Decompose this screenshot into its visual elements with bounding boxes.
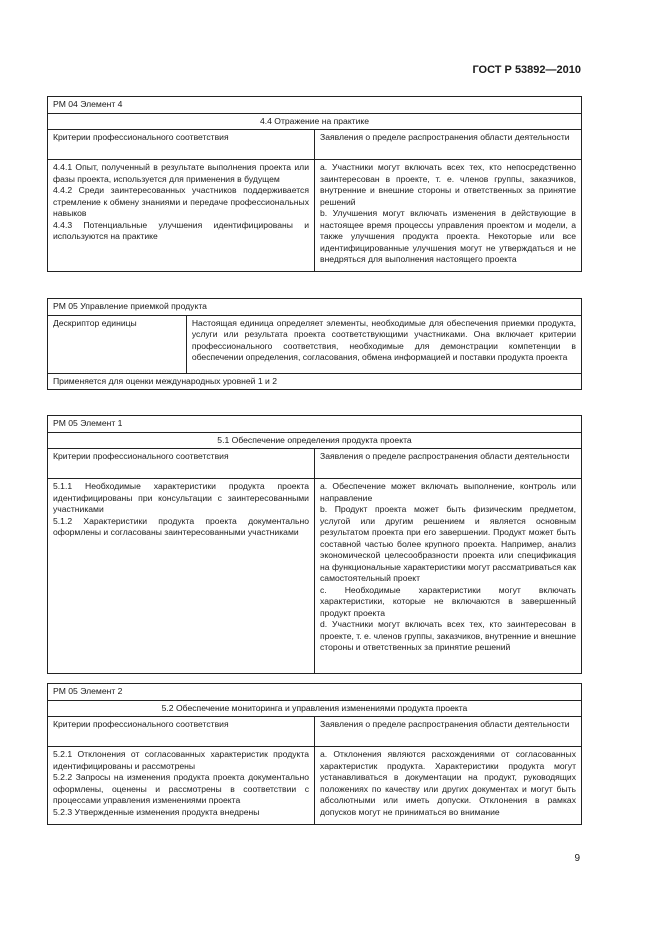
column-header-range: Заявления о пределе распространения области деятельности [315,449,582,479]
table-title: PM 04 Элемент 4 [48,97,582,114]
table-subtitle: 5.2 Обеспечение мониторинга и управления изменениями продукта проекта [48,700,582,717]
table-title: PM 05 Управление приемкой продукта [48,299,582,316]
criteria-cell: 5.2.1 Отклонения от согласованных характеристик продукта идентифицированы и рассмотрены 5.2.2 Запросы на изменения продукта проекта документально оформлены, оценены и рассмотрены в соответствии с процессами управления изменениями проекта 5.2.3 Утвержденные изменения продукта внедрены [48,747,315,825]
page-number: 9 [574,853,580,864]
table-subtitle: 4.4 Отражение на практике [48,113,582,130]
column-header-criteria: Критерии профессионального соответствия [48,130,315,160]
column-header-criteria: Критерии профессионального соответствия [48,717,315,747]
table-pm04-element4 [47,96,582,272]
table-pm05-descriptor [47,298,582,390]
table-title: PM 05 Элемент 2 [48,684,582,701]
criteria-cell: 5.1.1 Необходимые характеристики продукта проекта идентифицированы при консультации с заинтересованными участниками 5.1.2 Характеристики продукта проекта документально оформлены и согласованы заинтересованными участниками [48,479,315,674]
table-pm05-element2 [47,683,582,825]
table-title: PM 05 Элемент 1 [48,416,582,433]
column-header-range: Заявления о пределе распространения области деятельности [315,717,582,747]
criteria-cell: 4.4.1 Опыт, полученный в результате выполнения проекта или фазы проекта, используется для применения в будущем 4.4.2 Среди заинтересованных участников поддерживается стремление к обмену знаниями и передаче профессиональных навыков 4.4.3 Потенциальные улучшения идентифицированы и используются на практике [48,160,315,272]
column-header-range: Заявления о пределе распространения области деятельности [315,130,582,160]
table-pm05-element1 [47,415,582,674]
descriptor-label: Дескриптор единицы [48,315,187,373]
column-header-criteria: Критерии профессионального соответствия [48,449,315,479]
range-cell: a. Отклонения являются расхождениями от согласованных характеристик продукта. Характеристики продукта могут устанавливаться в документации на продукт, руководящих положениях по качеству или других документах и могут быть абсолютными или иметь допуски. Отклонения в рамках допусков могут не приниматься во внимание [315,747,582,825]
applicability-note: Применяется для оценки международных уровней 1 и 2 [48,373,582,390]
document-header: ГОСТ Р 53892—2010 [472,64,581,76]
table-subtitle: 5.1 Обеспечение определения продукта проекта [48,432,582,449]
range-cell: a. Участники могут включать всех тех, кто непосредственно заинтересован в проекте, т. е. членов группы, заказчиков, внутренние и внешние стороны и ответственных за принятие решений b. Улучшения могут включать изменения в действующие в настоящее время процессы управления проектом и модели, а также улучшения продукта проекта. Некоторые или все идентифицированные улучшения могут не утверждаться и не внедряться для выполнения настоящего проекта [315,160,582,272]
descriptor-text: Настоящая единица определяет элементы, необходимые для обеспечения приемки продукта, услуги или результата проекта соответствующими участниками. Она включает критерии профессионального соответствия, необходимые для демонстрации компетенции в обеспечении определения, согласования, обмена информацией и поставки продукта проекта [186,315,581,373]
range-cell: a. Обеспечение может включать выполнение, контроль или направление b. Продукт проекта может быть физическим предметом, услугой или другим решением и является основным результатом проекта при его завершении. Продукт может быть составной частью более крупного проекта. Например, анализ экономической целесообразности проекта или спецификация на функциональные характеристики могут рассматриваться как самостоятельный проект c. Необходимые характеристики могут включать характеристики, которые не включаются в завершенный продукт проекта d. Участники могут включать всех тех, кто заинтересован в проекте, т. е. членов группы, заказчиков, внутренние и внешние стороны и ответственных за принятие решений [315,479,582,674]
